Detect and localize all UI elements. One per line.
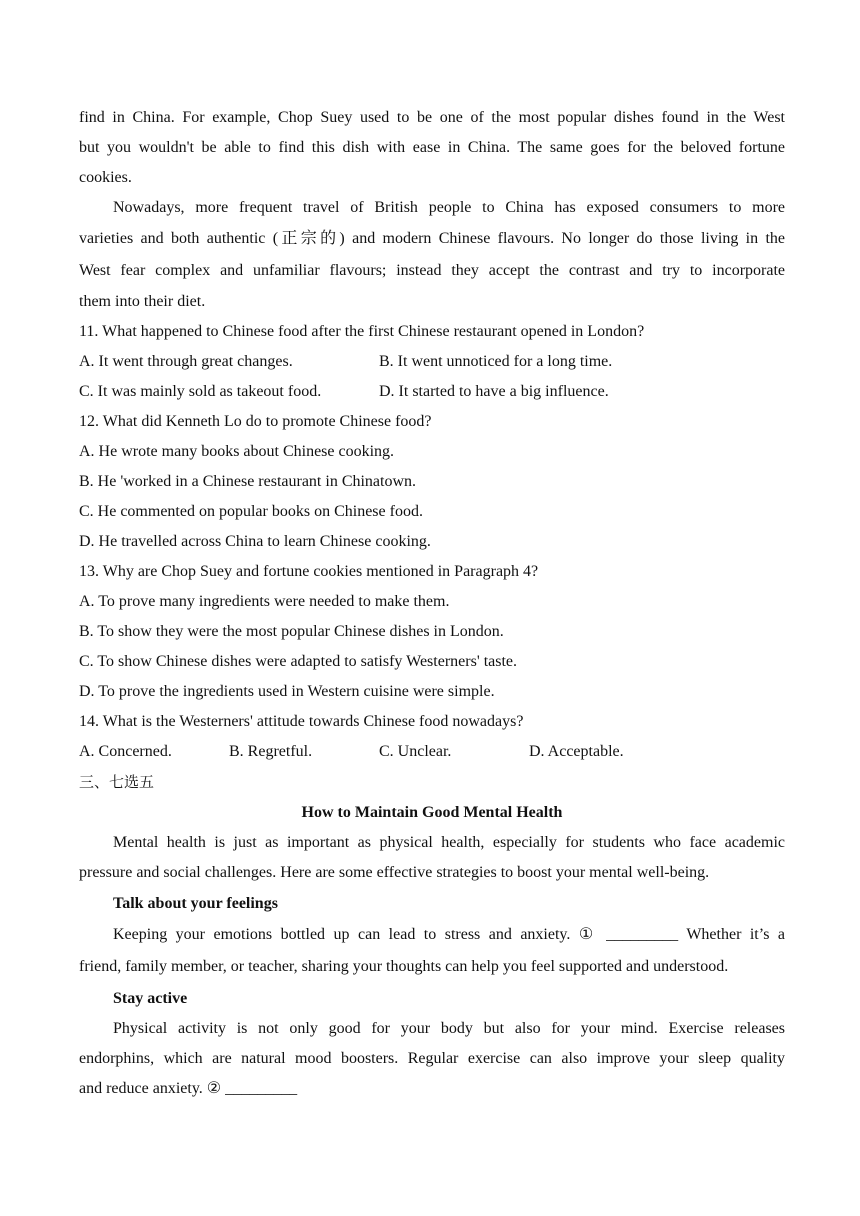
section-label: 三、七选五 (79, 773, 155, 791)
subheading-stay-active: Stay active (113, 990, 188, 1007)
option-b: B. To show they were the most popular Chinese dishes in London. (79, 623, 504, 640)
option-d: D. To prove the ingredients used in Western cuisine were simple. (79, 683, 495, 700)
document-page (79, 103, 785, 1104)
question-stem: 12. What did Kenneth Lo do to promote Chinese food? (79, 413, 432, 430)
text-line: find in China. For example, Chop Suey used to be one of the most popular dishes found in the West (79, 109, 785, 126)
text-line: but you wouldn't be able to find this dish with ease in China. The same goes for the beloved fortune (79, 139, 785, 156)
option-d: D. He travelled across China to learn Chinese cooking. (79, 533, 431, 550)
section-stay-active (79, 1014, 785, 1104)
option-a: A. To prove many ingredients were needed to make them. (79, 593, 450, 610)
question-stem: 13. Why are Chop Suey and fortune cookies mentioned in Paragraph 4? (79, 563, 539, 580)
question-11 (79, 317, 785, 407)
option-d: D. It started to have a big influence. (379, 383, 609, 400)
subheading-talk-feelings: Talk about your feelings (113, 895, 278, 912)
text-line: Keeping your emotions bottled up can lead to stress and anxiety. ① _________ Whether it’s a (113, 926, 785, 943)
text-line: them into their diet. (79, 293, 206, 310)
passage-paragraph-5 (79, 193, 785, 317)
question-14 (79, 707, 785, 767)
passage-paragraph-4 (79, 103, 785, 193)
option-d: D. Acceptable. (529, 743, 624, 760)
intro-paragraph (79, 828, 785, 888)
text-line: cookies. (79, 169, 132, 186)
question-stem: 14. What is the Westerners' attitude towards Chinese food nowadays? (79, 713, 524, 730)
question-stem: 11. What happened to Chinese food after the first Chinese restaurant opened in London? (79, 323, 645, 340)
text-line: endorphins, which are natural mood boosters. Regular exercise can also improve your sleep quality (79, 1050, 785, 1067)
text-line: varieties and both authentic (正宗的) and modern Chinese flavours. No longer do those living in the (79, 230, 785, 247)
option-c: C. Unclear. (379, 743, 452, 760)
text-line: Physical activity is not only good for your body but also for your mind. Exercise releases (113, 1020, 785, 1037)
option-a: A. Concerned. (79, 743, 172, 760)
option-a: A. It went through great changes. (79, 353, 293, 370)
option-a: A. He wrote many books about Chinese cooking. (79, 443, 395, 460)
text-line: West fear complex and unfamiliar flavours; instead they accept the contrast and try to incorporate (79, 262, 785, 279)
text-line: friend, family member, or teacher, sharing your thoughts can help you feel supported and understood. (79, 958, 729, 975)
text-line: and reduce anxiety. ② _________ (79, 1080, 298, 1097)
option-b: B. He 'worked in a Chinese restaurant in Chinatown. (79, 473, 417, 490)
question-13 (79, 557, 785, 707)
text-line: Mental health is just as important as physical health, especially for students who face academic (113, 834, 785, 851)
option-c: C. It was mainly sold as takeout food. (79, 383, 322, 400)
option-b: B. Regretful. (229, 743, 313, 760)
option-c: C. He commented on popular books on Chinese food. (79, 503, 423, 520)
passage-title: How to Maintain Good Mental Health (301, 804, 563, 821)
question-12 (79, 407, 785, 557)
text-line: Nowadays, more frequent travel of British people to China has exposed consumers to more (113, 199, 785, 216)
option-b: B. It went unnoticed for a long time. (379, 353, 613, 370)
text-line: pressure and social challenges. Here are some effective strategies to boost your mental well-being. (79, 864, 710, 881)
option-c: C. To show Chinese dishes were adapted to satisfy Westerners' taste. (79, 653, 518, 670)
section-talk-feelings (79, 919, 785, 983)
